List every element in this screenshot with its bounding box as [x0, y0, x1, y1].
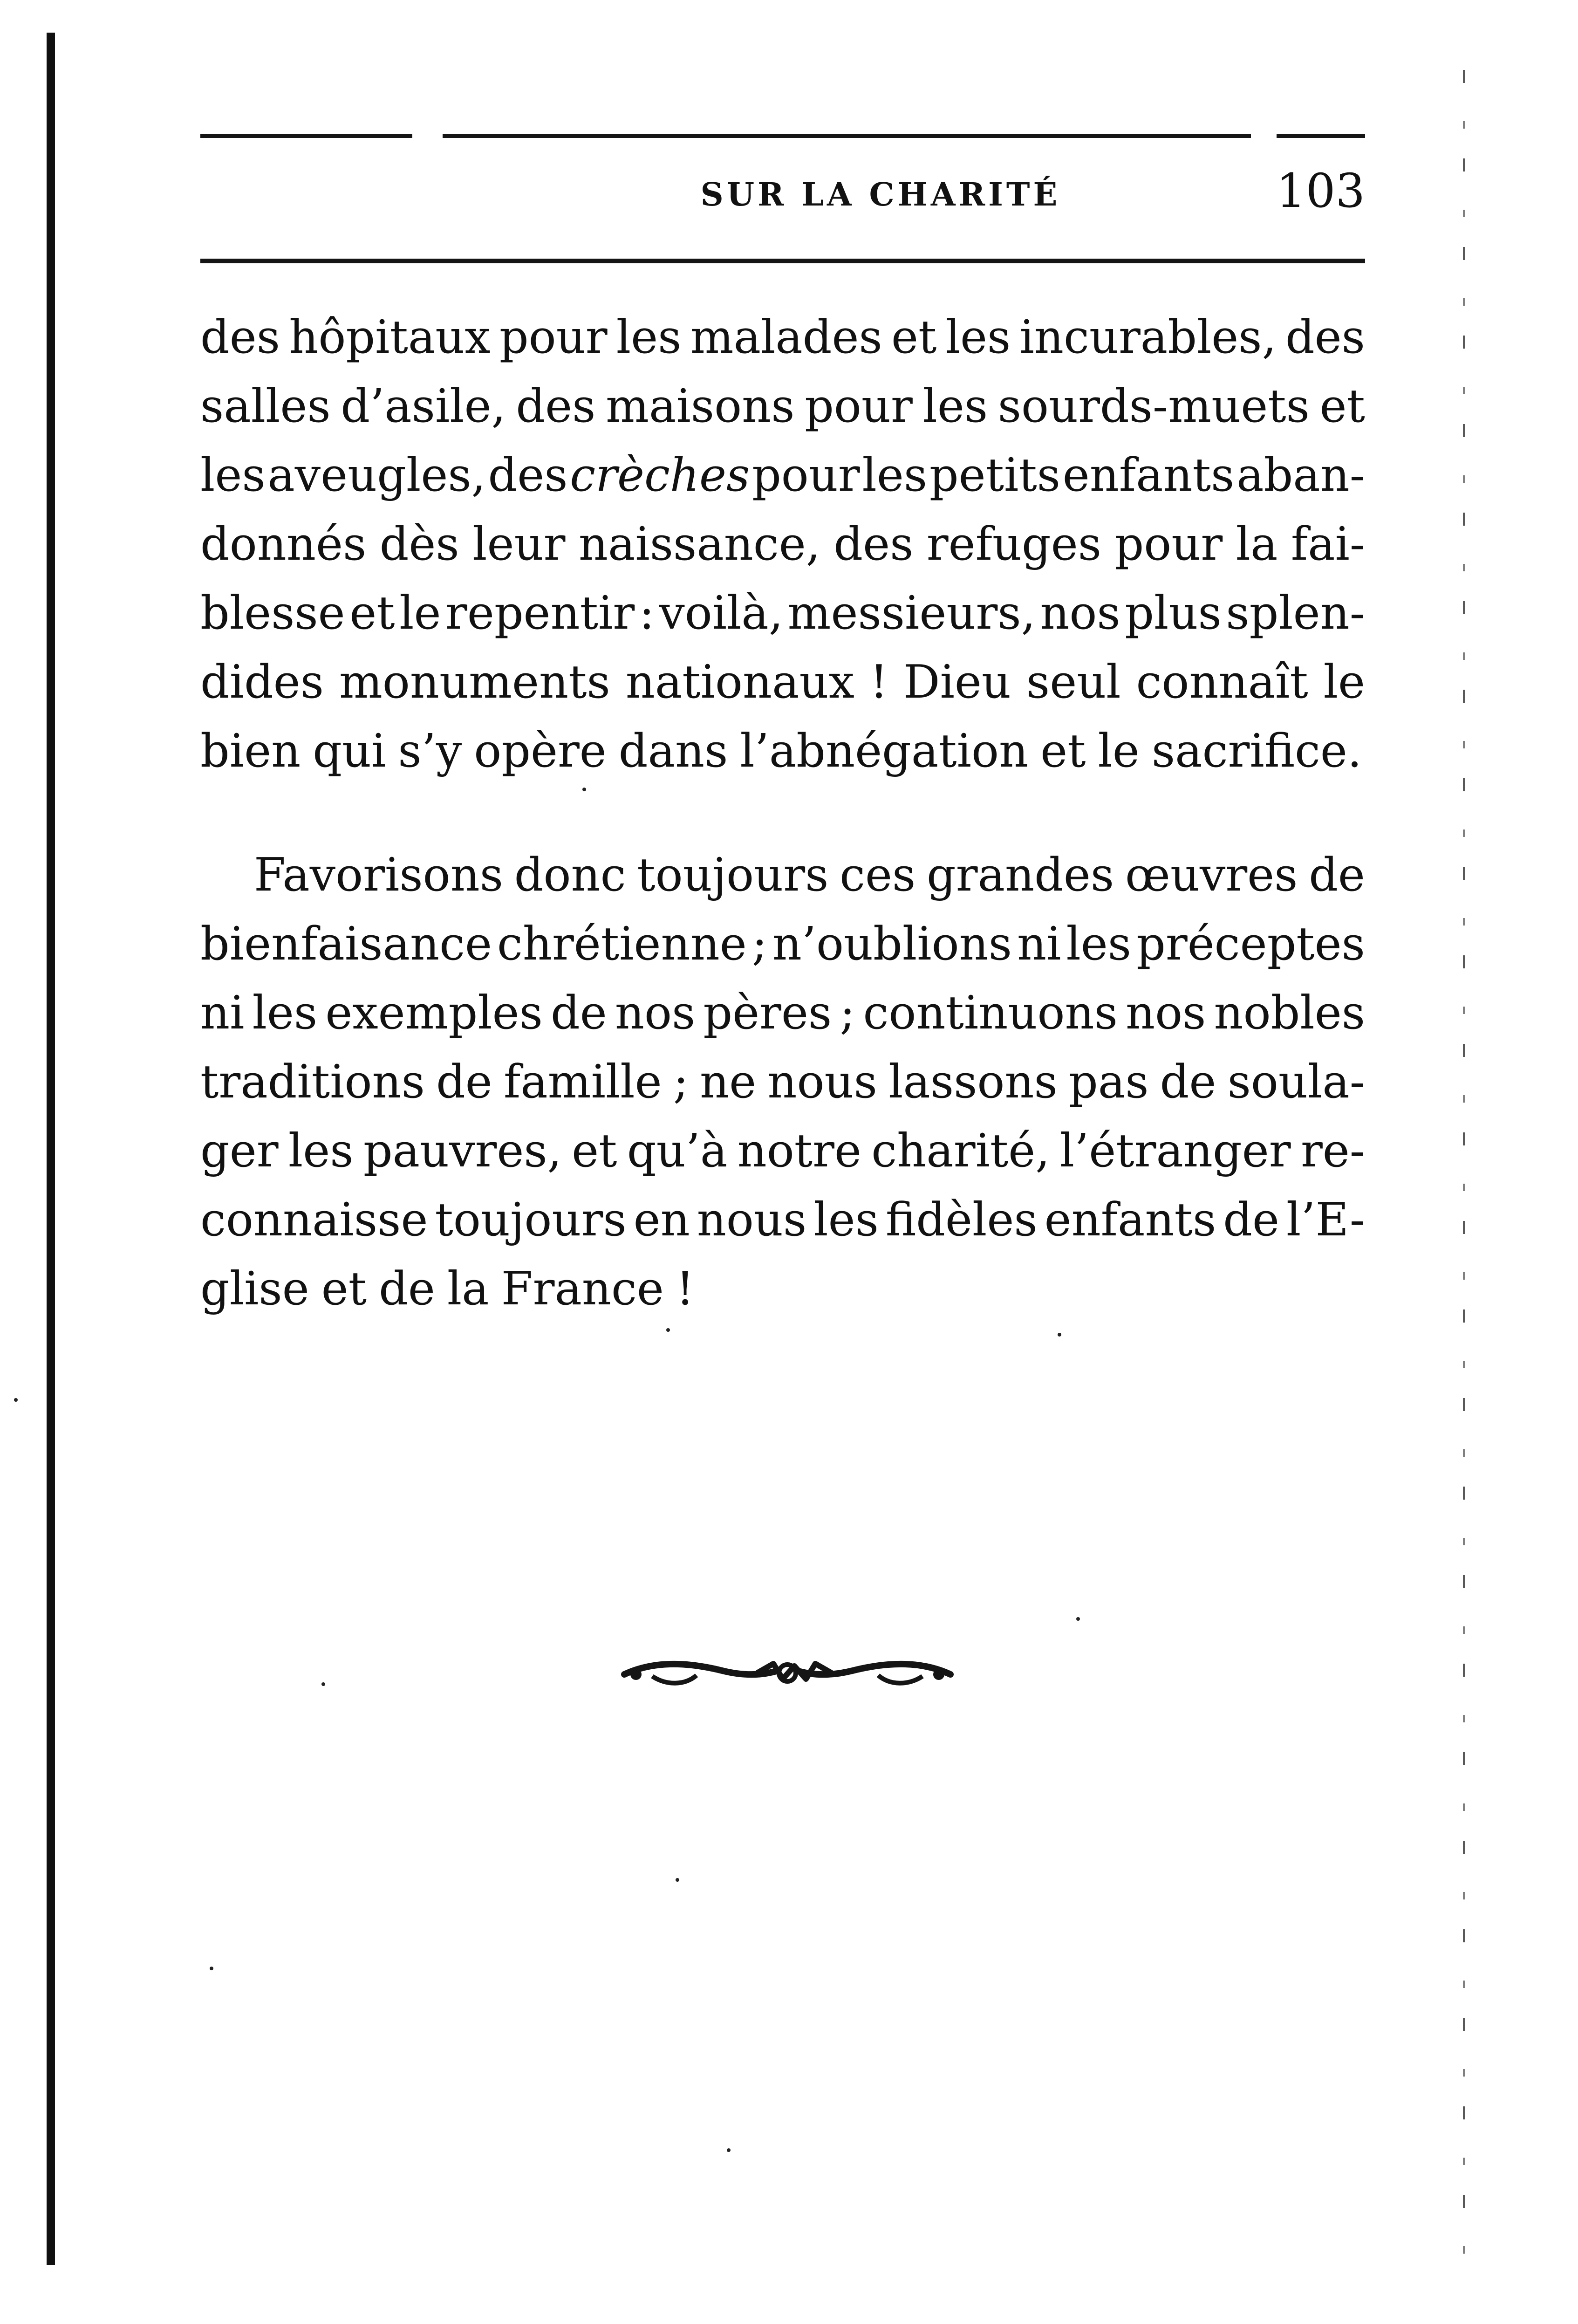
text-word: monuments	[339, 656, 610, 709]
text-word: !	[676, 1262, 695, 1316]
text-word: des	[1285, 311, 1365, 364]
page-header	[200, 164, 1365, 224]
text-word: le	[399, 587, 441, 640]
text-word: charité,	[871, 1124, 1050, 1178]
text-line	[200, 303, 1365, 372]
text-word: pour	[1114, 518, 1223, 571]
text-word: l’abnégation	[740, 725, 1029, 778]
text-word: ;	[751, 918, 767, 971]
text-word: fai-	[1291, 518, 1365, 571]
text-line	[200, 441, 1365, 510]
page-number: 103	[1276, 164, 1365, 218]
text-word: exemples	[325, 987, 543, 1040]
text-word: ger	[200, 1124, 279, 1178]
text-word: nous	[767, 1056, 877, 1109]
page-body	[200, 303, 1365, 1323]
text-word: opère	[474, 725, 607, 778]
text-word: maisons	[606, 380, 795, 433]
text-line	[200, 579, 1365, 648]
text-word: :	[639, 587, 655, 640]
paragraph-1	[200, 303, 1365, 786]
text-word: malades	[690, 311, 882, 364]
text-word: d’asile,	[341, 380, 506, 433]
text-word: pas	[1069, 1056, 1149, 1109]
text-word: !	[869, 656, 888, 709]
text-word: bien	[200, 725, 301, 778]
text-word: des	[833, 518, 914, 571]
text-word: donc	[514, 849, 626, 902]
text-word: la	[1236, 518, 1278, 571]
text-word: chrétienne	[497, 918, 747, 971]
text-word: des	[516, 380, 596, 433]
text-word: Dieu	[903, 656, 1011, 709]
text-word: lassons	[888, 1056, 1058, 1109]
text-word: toujours	[637, 849, 829, 902]
text-word: les	[200, 449, 266, 502]
text-word: et	[891, 311, 937, 364]
text-word: nos	[1125, 987, 1206, 1040]
text-word: toujours	[435, 1193, 627, 1247]
text-line	[200, 717, 1365, 786]
text-word: les	[813, 1193, 879, 1247]
text-word: donnés	[200, 518, 367, 571]
text-word: repentir	[445, 587, 635, 640]
text-word: France	[501, 1262, 664, 1316]
text-word: petits	[929, 449, 1061, 502]
text-word: œuvres	[1125, 849, 1298, 902]
text-word: refuges	[926, 518, 1102, 571]
text-word: dides	[200, 656, 324, 709]
text-word: de	[1309, 849, 1365, 902]
text-word: sacrifice.	[1151, 725, 1362, 778]
text-word: aban-	[1236, 449, 1365, 502]
text-word: glise	[200, 1262, 309, 1316]
text-word: de	[1223, 1193, 1279, 1247]
text-word: blesse	[200, 587, 345, 640]
text-word: fidèles	[885, 1193, 1038, 1247]
text-word: nos	[615, 987, 696, 1040]
print-speck	[321, 1682, 325, 1686]
text-word: soula-	[1227, 1056, 1365, 1109]
scroll-flourish-icon	[615, 1652, 960, 1694]
text-line	[200, 372, 1365, 441]
print-speck	[666, 1328, 670, 1332]
text-word: messieurs,	[787, 587, 1036, 640]
text-line	[200, 1255, 1365, 1323]
text-word: de	[436, 1056, 492, 1109]
text-word: re-	[1300, 1124, 1365, 1178]
text-word: les	[288, 1124, 354, 1178]
text-line	[200, 648, 1365, 717]
text-word: ne	[700, 1056, 757, 1109]
text-word: naissance,	[578, 518, 820, 571]
text-word: traditions	[200, 1056, 425, 1109]
page-edge-artifacts	[1463, 70, 1465, 2260]
text-word: des	[200, 311, 280, 364]
text-word: les	[1066, 918, 1132, 971]
text-word: pauvres,	[363, 1124, 562, 1178]
text-line	[200, 979, 1365, 1048]
text-word: aveugles,	[267, 449, 486, 502]
text-word: crèches	[570, 449, 750, 502]
text-word: qui	[313, 725, 386, 778]
text-line	[200, 1186, 1365, 1255]
text-word: famille	[503, 1056, 662, 1109]
text-word: salles	[200, 380, 331, 433]
text-word: nous	[697, 1193, 807, 1247]
text-word: ces	[840, 849, 916, 902]
text-word: et	[321, 1262, 367, 1316]
print-speck	[210, 1967, 213, 1970]
print-speck	[676, 1878, 679, 1882]
text-line	[200, 1048, 1365, 1117]
text-word: en	[633, 1193, 690, 1247]
text-line	[200, 1117, 1365, 1186]
text-word: hôpitaux	[289, 311, 491, 364]
text-word: la	[447, 1262, 489, 1316]
text-word: de	[1160, 1056, 1216, 1109]
text-word: connaisse	[200, 1193, 428, 1247]
text-word: dans	[618, 725, 728, 778]
text-word: l’E-	[1286, 1193, 1365, 1247]
text-word: n’oublions	[772, 918, 1012, 971]
text-word: pour	[805, 380, 913, 433]
text-word: s’y	[398, 725, 462, 778]
text-word: splen-	[1226, 587, 1365, 640]
text-word: notre	[737, 1124, 861, 1178]
text-word: Favorisons	[254, 849, 504, 902]
text-word: et	[349, 587, 395, 640]
text-word: sourds-muets	[997, 380, 1310, 433]
text-word: continuons	[863, 987, 1118, 1040]
text-word: qu’à	[627, 1124, 728, 1178]
text-word: l’étranger	[1059, 1124, 1291, 1178]
text-word: préceptes	[1136, 918, 1365, 971]
text-word: grandes	[927, 849, 1114, 902]
text-word: pour	[752, 449, 860, 502]
print-speck	[582, 788, 586, 791]
text-word: les	[252, 987, 318, 1040]
text-word: nos	[1040, 587, 1120, 640]
text-word: et	[1040, 725, 1086, 778]
header-bottom-rule	[200, 259, 1365, 263]
text-line	[200, 841, 1365, 910]
text-word: de	[379, 1262, 435, 1316]
text-word: les	[862, 449, 928, 502]
text-word: et	[572, 1124, 617, 1178]
text-word: les	[922, 380, 988, 433]
text-word: ni	[200, 987, 245, 1040]
paragraph-2	[200, 841, 1365, 1323]
text-line	[200, 510, 1365, 579]
page-binding-edge	[47, 33, 55, 2265]
text-word: enfants	[1044, 1193, 1216, 1247]
text-word: de	[551, 987, 607, 1040]
print-speck	[14, 1398, 18, 1402]
print-speck	[1076, 1617, 1080, 1621]
text-word: ;	[673, 1056, 689, 1109]
text-line	[200, 910, 1365, 979]
text-word: ;	[840, 987, 855, 1040]
text-word: ni	[1017, 918, 1061, 971]
text-word: nationaux	[625, 656, 854, 709]
text-word: bienfaisance	[200, 918, 492, 971]
header-top-rule	[200, 134, 1365, 138]
text-word: pour	[499, 311, 608, 364]
text-word: incurables,	[1019, 311, 1277, 364]
text-word: connaît	[1136, 656, 1308, 709]
text-word: seul	[1026, 656, 1121, 709]
text-word: leur	[472, 518, 566, 571]
text-word: plus	[1125, 587, 1222, 640]
print-speck	[1058, 1333, 1061, 1337]
text-word: et	[1319, 380, 1365, 433]
text-word: dès	[379, 518, 459, 571]
text-word: enfants	[1062, 449, 1235, 502]
print-speck	[727, 2148, 731, 2152]
text-word: voilà,	[659, 587, 783, 640]
text-word: des	[488, 449, 568, 502]
text-word: pères	[703, 987, 832, 1040]
text-word: les	[945, 311, 1011, 364]
text-word: nobles	[1214, 987, 1365, 1040]
text-word: le	[1323, 656, 1365, 709]
text-word: les	[616, 311, 682, 364]
text-word: le	[1098, 725, 1140, 778]
running-head: SUR LA CHARITÉ	[700, 176, 1061, 213]
